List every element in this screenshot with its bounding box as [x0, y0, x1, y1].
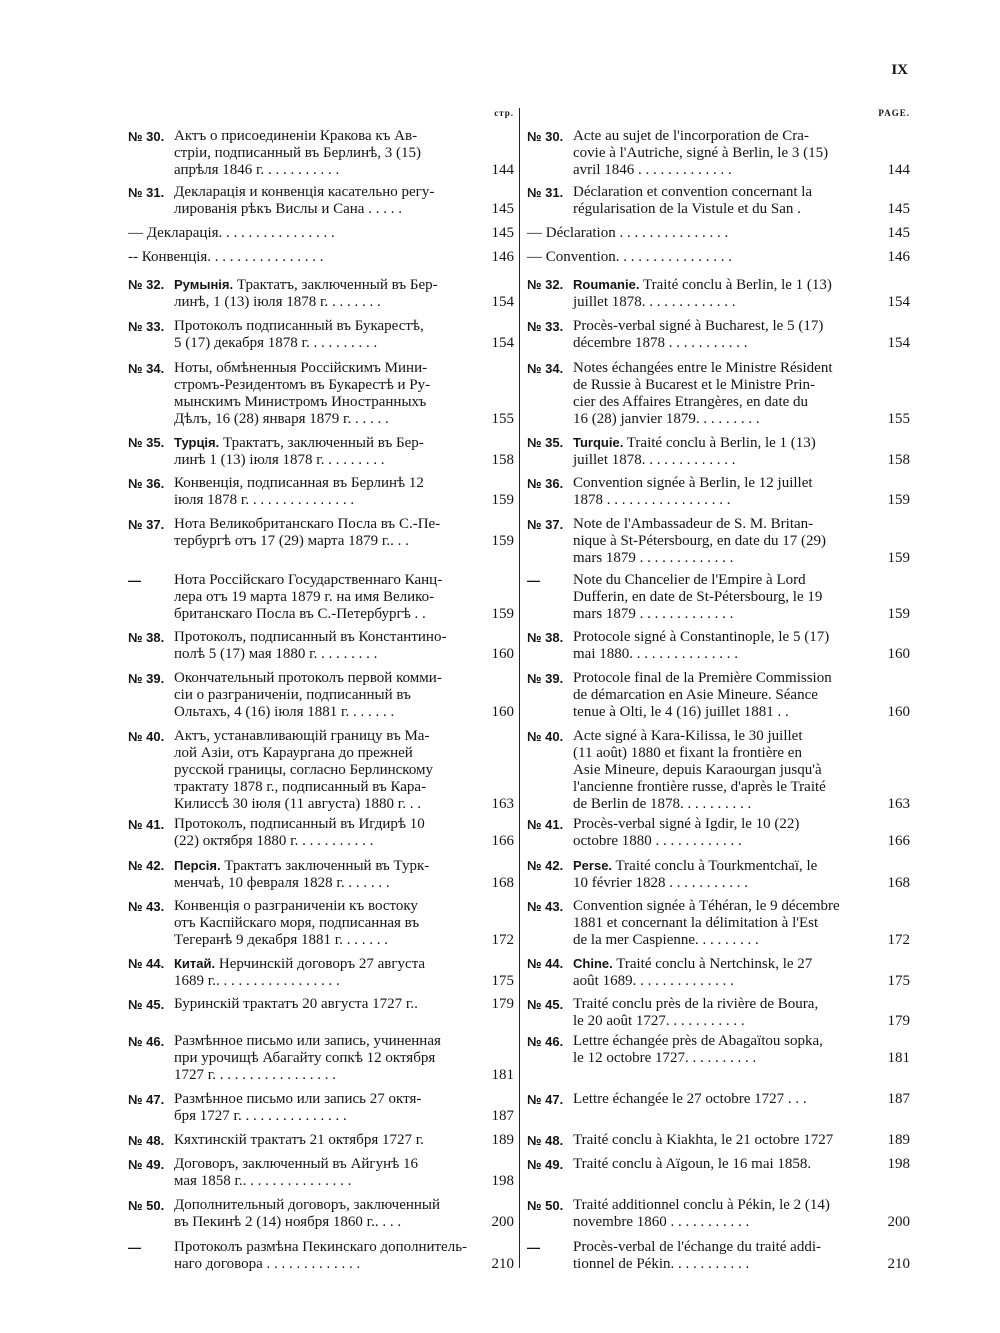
entry-number: № 46. — [527, 1034, 564, 1049]
entry-title — [573, 276, 882, 311]
entry-page: 155 — [491, 411, 514, 427]
entry-page: 159 — [491, 492, 514, 508]
toc-entry — [128, 1033, 514, 1084]
entry-page: 159 — [491, 606, 514, 622]
toc-entry — [527, 475, 910, 509]
entry-number: — — [527, 1240, 540, 1255]
entry-number: № 33. — [527, 319, 564, 334]
entry-number: № 30. — [128, 129, 165, 144]
toc-entry — [527, 1197, 910, 1231]
toc-entry — [128, 1197, 514, 1231]
entry-country: Turquie. — [573, 435, 624, 450]
entry-number: № 46. — [128, 1034, 165, 1049]
entry-number: № 36. — [527, 476, 564, 491]
toc-entry — [128, 1091, 514, 1125]
entry-number: — Convention. . . . . . . . . . . . . . . . — [527, 249, 732, 265]
entry-page: 144 — [491, 162, 514, 178]
entry-title — [573, 1132, 882, 1149]
entry-number: № 48. — [128, 1133, 165, 1148]
entry-title — [573, 318, 882, 352]
toc-entry — [128, 1239, 514, 1273]
toc-entry — [527, 857, 910, 892]
entry-number: № 40. — [128, 729, 165, 744]
entry-number: № 45. — [128, 997, 165, 1012]
toc-entry — [527, 572, 910, 623]
entry-page: 187 — [491, 1108, 514, 1124]
entry-page: 198 — [491, 1173, 514, 1189]
toc-entry — [128, 184, 514, 218]
toc-entry — [128, 249, 514, 266]
entry-page: 175 — [887, 973, 910, 989]
entry-page: 159 — [887, 606, 910, 622]
entry-text: Нота Россійскаго Государственнаго Канц- лера отъ 19 марта 1879 г. на имя Велико- британскаго Посла въ С.-Петербургѣ . . — [174, 572, 443, 622]
entry-title — [174, 184, 486, 218]
toc-entry — [527, 670, 910, 721]
entry-page: 210 — [491, 1256, 514, 1272]
entry-number: — Декларація. . . . . . . . . . . . . . . . — [128, 225, 335, 241]
entry-page: 179 — [491, 996, 514, 1012]
entry-text: Дополнительный договоръ, заключенный въ Пекинѣ 2 (14) ноября 1860 г.. . . . — [174, 1197, 441, 1230]
entry-page: 160 — [887, 646, 910, 662]
entry-text: Procès-verbal de l'échange du traité addi- tionnel de Pékin. . . . . . . . . . . — [573, 1239, 822, 1272]
entry-title — [174, 475, 486, 509]
toc-entry — [128, 128, 514, 179]
toc-entry — [527, 318, 910, 352]
entry-number: № 45. — [527, 997, 564, 1012]
entry-country: Румынія. — [174, 277, 234, 292]
entry-number: № 41. — [128, 817, 165, 832]
entry-number: № 31. — [128, 185, 165, 200]
toc-entry — [527, 1091, 910, 1108]
entry-country: Perse. — [573, 858, 613, 873]
entry-number: № 35. — [128, 435, 165, 450]
entry-page: 159 — [887, 550, 910, 566]
entry-number: № 40. — [527, 729, 564, 744]
entry-country: Chine. — [573, 956, 613, 971]
entry-text: Конвенція, подписанная въ Берлинѣ 12 іюля 1878 г. . . . . . . . . . . . . . . — [174, 475, 424, 508]
entry-text: Трактатъ заключенный въ Турк- менчаѣ, 10 февраля 1828 г. . . . . . . — [174, 858, 430, 891]
entry-text: Note de l'Ambassadeur de S. M. Britan- nique à St-Pétersbourg, en date du 17 (29) mars 1879 . . . . . . . . . . . . . — [573, 516, 827, 566]
russian-column — [128, 108, 514, 1272]
entry-title — [174, 816, 486, 850]
entry-text: Acte signé à Kara-Kilissa, le 30 juillet (11 août) 1880 et fixant la frontière en Asie Mineure, depuis Karaourgan jusqu'à l'ancienne frontière russe, d'après le Traité de Berlin de 1878. . . . . . . . . . — [573, 728, 826, 812]
entry-number: № 32. — [128, 277, 165, 292]
entry-page: 159 — [887, 492, 910, 508]
entry-page: 168 — [491, 875, 514, 891]
entry-page: 179 — [887, 1013, 910, 1029]
entry-text: Traité conclu à Kiakhta, le 21 octobre 1727 — [573, 1132, 834, 1148]
entry-page: 158 — [491, 452, 514, 468]
entry-title — [174, 1156, 486, 1190]
toc-entry — [128, 434, 514, 469]
toc-entry — [128, 1132, 514, 1149]
toc-entry — [128, 572, 514, 623]
toc-entry — [128, 670, 514, 721]
toc-entry — [527, 249, 910, 266]
entry-text: Нерчинскій договоръ 27 августа 1689 г.. . . . . . . . . . . . . . . . . — [174, 956, 426, 989]
toc-entry — [527, 225, 910, 242]
entry-number: — — [128, 1240, 141, 1255]
entry-number: № 34. — [128, 361, 165, 376]
entry-text: Traité conclu à Nertchinsk, le 27 août 1689. . . . . . . . . . . . . . — [573, 956, 813, 989]
entry-number: № 36. — [128, 476, 165, 491]
entry-title — [174, 1091, 486, 1125]
entry-page: 145 — [491, 201, 514, 217]
entry-title — [174, 857, 486, 892]
entry-title — [573, 629, 882, 663]
entry-title — [573, 516, 882, 567]
entry-country: Китай. — [174, 956, 216, 971]
entry-page: 166 — [887, 833, 910, 849]
toc-entry — [128, 996, 514, 1013]
entry-number: № 47. — [128, 1092, 165, 1107]
entry-text: Note du Chancelier de l'Empire à Lord Dufferin, en date de St-Pétersbourg, le 19 mars 1879 . . . . . . . . . . . . . — [573, 572, 823, 622]
toc-entry — [128, 516, 514, 550]
entry-text: Convention signée à Berlin, le 12 juillet 1878 . . . . . . . . . . . . . . . . . — [573, 475, 813, 508]
entry-title — [573, 434, 882, 469]
entry-page: 175 — [491, 973, 514, 989]
toc-entry — [128, 857, 514, 892]
entry-text: Ноты, обмѣненныя Россійскимъ Мини- стромъ-Резидентомъ въ Букарестѣ и Ру- мынскимъ Министромъ Иностранныхъ Дѣлъ, 16 (28) января 1879 г. . . . . . — [174, 360, 431, 427]
entry-page: 181 — [887, 1050, 910, 1066]
entry-title — [174, 128, 486, 179]
toc-entry — [128, 629, 514, 663]
entry-title — [174, 516, 486, 550]
entry-title — [573, 1197, 882, 1231]
entry-text: Traité conclu à Berlin, le 1 (13) juillet 1878. . . . . . . . . . . . . — [573, 277, 832, 310]
entry-title — [573, 1091, 882, 1108]
entry-number: — — [527, 573, 540, 588]
entry-number: № 38. — [128, 630, 165, 645]
entry-title — [573, 184, 882, 218]
entry-text: Lettre échangée près de Abagaïtou sopka, le 12 octobre 1727. . . . . . . . . . — [573, 1033, 823, 1066]
entry-number: № 49. — [527, 1157, 564, 1172]
entry-page: 160 — [491, 704, 514, 720]
entry-title — [174, 318, 486, 352]
entry-number: № 37. — [128, 517, 165, 532]
entry-text: Окончательный протоколъ первой комми- сіи о разграниченіи, подписанный въ Ольтахъ, 4 (16) іюля 1881 г. . . . . . . — [174, 670, 442, 720]
entry-number: № 48. — [527, 1133, 564, 1148]
entry-text: Protocole final de la Première Commission de démarcation en Asie Mineure. Séance tenue à Olti, le 4 (16) juillet 1881 . . — [573, 670, 832, 720]
entry-title — [174, 670, 486, 721]
toc-entry — [527, 629, 910, 663]
entry-number: № 41. — [527, 817, 564, 832]
entry-title — [174, 629, 486, 663]
toc-entry — [527, 1239, 910, 1273]
entry-page: 210 — [887, 1256, 910, 1272]
entry-number: № 42. — [527, 858, 564, 873]
entry-page: 146 — [887, 249, 910, 265]
toc-entry — [128, 955, 514, 990]
entry-text: Lettre échangée le 27 octobre 1727 . . . — [573, 1091, 807, 1107]
entry-text: Déclaration et convention concernant la régularisation de la Vistule et du San . — [573, 184, 813, 217]
toc-entry — [527, 1156, 910, 1173]
entry-page: 159 — [491, 533, 514, 549]
entry-number: № 50. — [527, 1198, 564, 1213]
entry-text: Актъ, устанавливающій границу въ Ма- лой Азіи, отъ Караургана до прежней русской границы, согласно Берлинскому трактату 1878 г., подписанный въ Кара- Килиссѣ 30 іюля (11 августа) 1880 г. . . — [174, 728, 434, 812]
entry-text: Traité conclu près de la rivière de Boura, le 20 août 1727. . . . . . . . . . . — [573, 996, 819, 1029]
entry-text: Договоръ, заключенный въ Айгунѣ 16 мая 1858 г.. . . . . . . . . . . . . . . — [174, 1156, 418, 1189]
entry-page: 145 — [887, 225, 910, 241]
entry-title — [174, 1239, 486, 1273]
column-page-label: PAGE. — [878, 108, 910, 118]
entry-text: Размѣнное письмо или запись, учиненная при урочищѣ Абагайту сопкѣ 12 октября 1727 г. . . . . . . . . . . . . . . . . — [174, 1033, 441, 1083]
entry-title — [573, 475, 882, 509]
entry-page: 189 — [887, 1132, 910, 1148]
entry-page: 154 — [491, 294, 514, 310]
entry-text: Traité conclu à Tourkmentchaï, le 10 février 1828 . . . . . . . . . . . — [573, 858, 818, 891]
toc-entry — [128, 225, 514, 242]
entry-text: Размѣнное письмо или запись 27 октя- бря 1727 г. . . . . . . . . . . . . . . — [174, 1091, 422, 1124]
page-number: IX — [891, 62, 908, 78]
toc-entry — [527, 516, 910, 567]
entry-page: 154 — [887, 335, 910, 351]
entry-page: 145 — [887, 201, 910, 217]
entry-number: № 35. — [527, 435, 564, 450]
entry-text: Протоколъ размѣна Пекинскаго дополнитель- наго договора . . . . . . . . . . . . . — [174, 1239, 468, 1272]
entry-number: № 43. — [128, 899, 165, 914]
entry-number: -- Конвенція. . . . . . . . . . . . . . . . — [128, 249, 324, 265]
toc-entry — [527, 276, 910, 311]
entry-text: Декларація и конвенція касательно регу- лированія рѣкъ Вислы и Сана . . . . . — [174, 184, 435, 217]
toc-entry — [527, 728, 910, 813]
entry-title — [573, 360, 882, 428]
entry-title — [573, 728, 882, 813]
entry-text: Конвенція о разграниченіи къ востоку отъ Каспійскаго моря, подписанная въ Тегеранѣ 9 декабря 1881 г. . . . . . . — [174, 898, 420, 948]
entry-number: № 39. — [527, 671, 564, 686]
entry-page: 187 — [887, 1091, 910, 1107]
entry-title — [573, 1033, 882, 1067]
column-page-label: стр. — [494, 108, 514, 118]
toc-entry — [128, 1156, 514, 1190]
entry-number: № 42. — [128, 858, 165, 873]
entry-title — [174, 572, 486, 623]
entry-page: 166 — [491, 833, 514, 849]
entry-number: № 49. — [128, 1157, 165, 1172]
entry-number: № 34. — [527, 361, 564, 376]
toc-entry — [527, 360, 910, 428]
entry-title — [573, 857, 882, 892]
entry-number: № 33. — [128, 319, 165, 334]
entry-text: Traité additionnel conclu à Pékin, le 2 (14) novembre 1860 . . . . . . . . . . . — [573, 1197, 830, 1230]
toc-entry — [128, 816, 514, 850]
entry-text: Protocole signé à Constantinople, le 5 (17) mai 1880. . . . . . . . . . . . . . . — [573, 629, 830, 662]
entry-page: 163 — [887, 796, 910, 812]
entry-number: № 43. — [527, 899, 564, 914]
entry-number: № 39. — [128, 671, 165, 686]
entry-page: 200 — [491, 1214, 514, 1230]
entry-text: Протоколъ, подписанный въ Игдирѣ 10 (22) октября 1880 г. . . . . . . . . . . — [174, 816, 425, 849]
toc-entry — [128, 898, 514, 949]
toc-entry — [128, 318, 514, 352]
entry-number: № 38. — [527, 630, 564, 645]
entry-country: Roumanie. — [573, 277, 640, 292]
entry-title — [573, 572, 882, 623]
toc-entry — [527, 128, 910, 179]
entry-title — [174, 996, 486, 1013]
entry-page: 189 — [491, 1132, 514, 1148]
entry-title — [573, 1239, 882, 1273]
entry-page: 168 — [887, 875, 910, 891]
entry-title — [174, 1132, 486, 1149]
entry-number: № 44. — [128, 956, 165, 971]
entry-text: Procès-verbal signé à Bucharest, le 5 (17) décembre 1878 . . . . . . . . . . . — [573, 318, 824, 351]
entry-text: Протоколъ, подписанный въ Константино- полѣ 5 (17) мая 1880 г. . . . . . . . . — [174, 629, 447, 662]
entry-number: № 30. — [527, 129, 564, 144]
entry-page: 200 — [887, 1214, 910, 1230]
entry-number: — — [128, 573, 141, 588]
entry-page: 155 — [887, 411, 910, 427]
entry-page: 160 — [887, 704, 910, 720]
entry-page: 163 — [491, 796, 514, 812]
toc-entry — [128, 276, 514, 311]
entry-text: Буринскій трактатъ 20 августа 1727 г.. — [174, 996, 418, 1012]
toc-entry — [128, 728, 514, 813]
entry-page: 172 — [887, 932, 910, 948]
entry-text: Трактатъ, заключенный въ Бер- линѣ, 1 (13) іюля 1878 г. . . . . . . . — [174, 277, 438, 310]
toc-entry — [527, 816, 910, 850]
entry-title — [174, 1033, 486, 1084]
entry-text: Notes échangées entre le Ministre Résident de Russie à Bucarest et le Ministre Prin- cier des Affaires Etrangères, en date du 16 (28) janvier 1879. . . . . . . . . — [573, 360, 833, 427]
entry-title — [573, 670, 882, 721]
entry-title — [174, 1197, 486, 1231]
entry-text: Acte au sujet de l'incorporation de Cra- covie à l'Autriche, signé à Berlin, le 3 (15) avril 1846 . . . . . . . . . . . . . — [573, 128, 829, 178]
toc-entry — [527, 955, 910, 990]
toc-entry — [527, 184, 910, 218]
entry-text: Трактатъ, заключенный въ Бер- линѣ 1 (13) іюля 1878 г. . . . . . . . . — [174, 435, 424, 468]
entry-page: 181 — [491, 1067, 514, 1083]
french-column — [527, 108, 910, 1272]
toc-entry — [527, 434, 910, 469]
entry-number: — Déclaration . . . . . . . . . . . . . . . — [527, 225, 729, 241]
entry-title — [174, 728, 486, 813]
entry-number: № 44. — [527, 956, 564, 971]
entry-text: Convention signée à Téhéran, le 9 décembre 1881 et concernant la délimitation à l'Est de la mer Caspienne. . . . . . . . . — [573, 898, 840, 948]
entry-page: 160 — [491, 646, 514, 662]
entry-title — [573, 996, 882, 1030]
column-divider — [519, 108, 520, 1268]
entry-page: 145 — [491, 225, 514, 241]
entry-title — [573, 128, 882, 179]
entry-text: Procès-verbal signé à Igdir, le 10 (22) octobre 1880 . . . . . . . . . . . . — [573, 816, 800, 849]
entry-text: Кяхтинскій трактатъ 21 октября 1727 г. — [174, 1132, 424, 1148]
toc-entry — [527, 898, 910, 949]
entry-title — [174, 898, 486, 949]
entry-country: Персія. — [174, 858, 221, 873]
entry-page: 198 — [887, 1156, 910, 1172]
entry-title — [573, 955, 882, 990]
entry-text: Нота Великобританскаго Посла въ С.-Пе- тербургѣ отъ 17 (29) марта 1879 г.. . . — [174, 516, 441, 549]
entry-number: № 37. — [527, 517, 564, 532]
entry-page: 158 — [887, 452, 910, 468]
toc-entry — [527, 1132, 910, 1149]
toc-entry — [527, 1033, 910, 1067]
entry-title — [573, 898, 882, 949]
entry-page: 146 — [491, 249, 514, 265]
entry-page: 154 — [887, 294, 910, 310]
entry-text: Traité conclu à Aïgoun, le 16 mai 1858. — [573, 1156, 812, 1172]
entry-number: № 32. — [527, 277, 564, 292]
entry-number: № 31. — [527, 185, 564, 200]
entry-number: № 50. — [128, 1198, 165, 1213]
entry-page: 144 — [887, 162, 910, 178]
entry-title — [174, 360, 486, 428]
entry-page: 172 — [491, 932, 514, 948]
entry-number: № 47. — [527, 1092, 564, 1107]
entry-title — [174, 276, 486, 311]
entry-text: Протоколъ подписанный въ Букарестѣ, 5 (17) декабря 1878 г. . . . . . . . . . — [174, 318, 424, 351]
entry-country: Турція. — [174, 435, 220, 450]
entry-title — [174, 434, 486, 469]
entry-title — [174, 955, 486, 990]
entry-text: Актъ о присоединеніи Кракова къ Ав- стріи, подписанный въ Берлинѣ, 3 (15) апрѣля 1846 г. . . . . . . . . . . — [174, 128, 421, 178]
toc-entry — [527, 996, 910, 1030]
entry-title — [573, 816, 882, 850]
entry-title — [573, 1156, 882, 1173]
toc-entry — [128, 360, 514, 428]
entry-text: Traité conclu à Berlin, le 1 (13) juillet 1878. . . . . . . . . . . . . — [573, 435, 816, 468]
toc-entry — [128, 475, 514, 509]
entry-page: 154 — [491, 335, 514, 351]
